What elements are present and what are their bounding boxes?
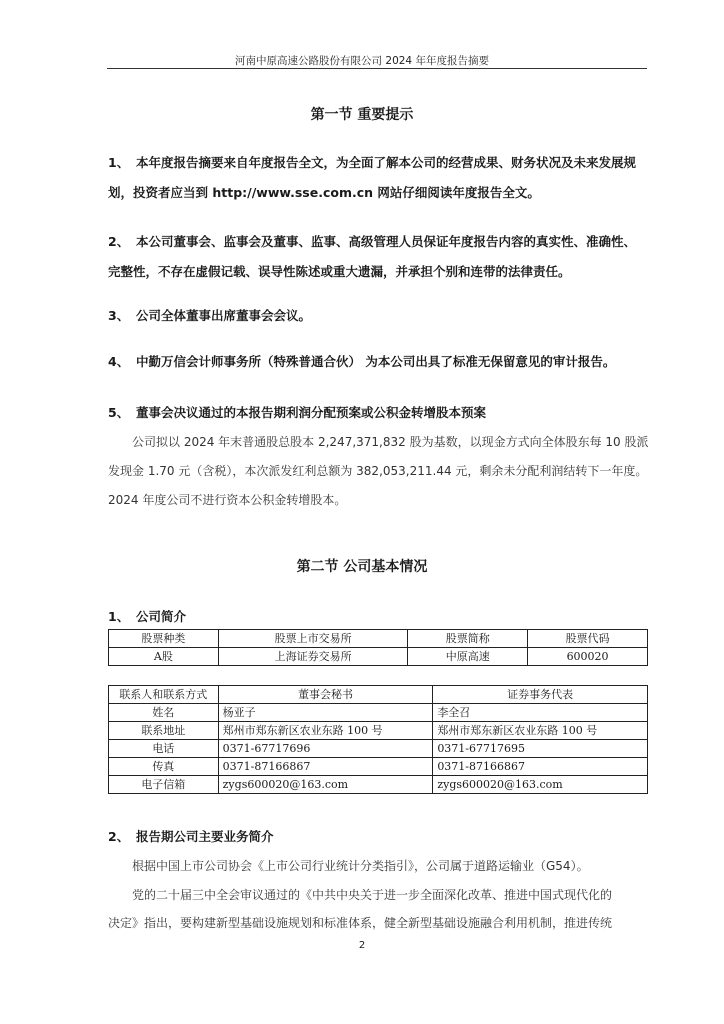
item-number: 4、 <box>108 354 130 369</box>
stock-info-table <box>108 629 648 666</box>
business-para-line: 根据中国上市公司协会《上市公司行业统计分类指引》，公司属于道路运输业（G54）。 <box>132 859 589 873</box>
table-cell: 0371-87166867 <box>218 758 433 776</box>
item-number: 1、 <box>108 155 130 170</box>
business-para-line: 决定》指出，要构建新型基础设施规划和标准体系，健全新型基础设施融合利用机制，推进传统 <box>108 916 613 930</box>
table-cell: A股 <box>109 648 219 666</box>
item-label: 报告期公司主要业务简介 <box>136 829 274 844</box>
company-profile-heading <box>108 607 648 625</box>
table-cell: zygs600020@163.com <box>218 776 433 794</box>
table-cell: 李全召 <box>433 704 648 722</box>
table-cell: 郑州市郑东新区农业东路 100 号 <box>218 722 433 740</box>
item-line: 完整性，不存在虚假记载、误导性陈述或重大遗漏，并承担个别和连带的法律责任。 <box>108 264 571 279</box>
item-line: 本公司董事会、监事会及董事、监事、高级管理人员保证年度报告内容的真实性、准确性、 <box>136 234 637 249</box>
table-row <box>109 776 648 794</box>
item-number: 1、 <box>108 609 130 624</box>
item-number: 3、 <box>108 308 130 323</box>
table-cell: 上海证券交易所 <box>218 648 408 666</box>
item-line: 划，投资者应当到 http://www.sse.com.cn 网站仔细阅读年度报告全文。 <box>108 185 540 200</box>
item-label: 公司简介 <box>136 609 187 624</box>
notice-item-1 <box>108 153 648 171</box>
section2-title: 第二节 公司基本情况 <box>296 559 428 575</box>
notice-item-5 <box>108 403 648 421</box>
dividend-para-line: 公司拟以 2024 年末普通股总股本 2,247,371,832 股为基数，以现金方式向全体股东每 10 股派 <box>132 435 649 449</box>
table-cell: 0371-87166867 <box>433 758 648 776</box>
table-row <box>109 648 648 666</box>
table-row <box>109 722 648 740</box>
notice-item-4 <box>108 352 648 370</box>
table-cell: 电子信箱 <box>109 776 219 794</box>
table-cell: 0371-67717695 <box>433 740 648 758</box>
table-cell: 中原高速 <box>408 648 528 666</box>
page-number: 2 <box>358 940 366 951</box>
contact-table <box>108 685 648 794</box>
item-line: 董事会决议通过的本报告期利润分配预案或公积金转增股本预案 <box>136 405 487 420</box>
table-cell: 姓名 <box>109 704 219 722</box>
header-rule <box>107 68 647 69</box>
table-cell: 600020 <box>528 648 648 666</box>
table-cell: 0371-67717696 <box>218 740 433 758</box>
section1-title: 第一节 重要提示 <box>310 107 414 123</box>
table-cell: 电话 <box>109 740 219 758</box>
table-cell: 股票种类 <box>109 630 219 648</box>
notice-item-3 <box>108 306 648 324</box>
item-line: 中勤万信会计师事务所（特殊普通合伙） 为本公司出具了标准无保留意见的审计报告。 <box>136 354 616 369</box>
table-row <box>109 704 648 722</box>
table-cell: 联系地址 <box>109 722 219 740</box>
table-cell: 联系人和联系方式 <box>109 686 219 704</box>
report-header: 河南中原高速公路股份有限公司 2024 年年度报告摘要 <box>235 55 489 67</box>
table-cell: 股票简称 <box>408 630 528 648</box>
item-number: 5、 <box>108 405 130 420</box>
table-header-row <box>109 686 648 704</box>
item-number: 2、 <box>108 829 130 844</box>
dividend-para-line: 发现金 1.70 元（含税），本次派发红利总额为 382,053,211.44 元，剩余未分配利润结转下一年度。 <box>108 464 648 478</box>
table-cell: 股票上市交易所 <box>218 630 408 648</box>
item-line: 本年度报告摘要来自年度报告全文，为全面了解本公司的经营成果、财务状况及未来发展规 <box>136 155 637 170</box>
item-line: 公司全体董事出席董事会会议。 <box>136 308 312 323</box>
business-para-line: 党的二十届三中全会审议通过的《中共中央关于进一步全面深化改革、推进中国式现代化的 <box>132 888 613 902</box>
item-number: 2、 <box>108 234 130 249</box>
table-cell: 股票代码 <box>528 630 648 648</box>
table-row <box>109 740 648 758</box>
table-row <box>109 758 648 776</box>
business-intro-heading <box>108 827 648 845</box>
table-cell: 杨亚子 <box>218 704 433 722</box>
table-cell: 郑州市郑东新区农业东路 100 号 <box>433 722 648 740</box>
table-header-row <box>109 630 648 648</box>
table-cell: 证券事务代表 <box>433 686 648 704</box>
notice-item-2 <box>108 232 648 250</box>
table-cell: 董事会秘书 <box>218 686 433 704</box>
dividend-para-line: 2024 年度公司不进行资本公积金转增股本。 <box>108 493 347 507</box>
table-cell: 传真 <box>109 758 219 776</box>
table-cell: zygs600020@163.com <box>433 776 648 794</box>
